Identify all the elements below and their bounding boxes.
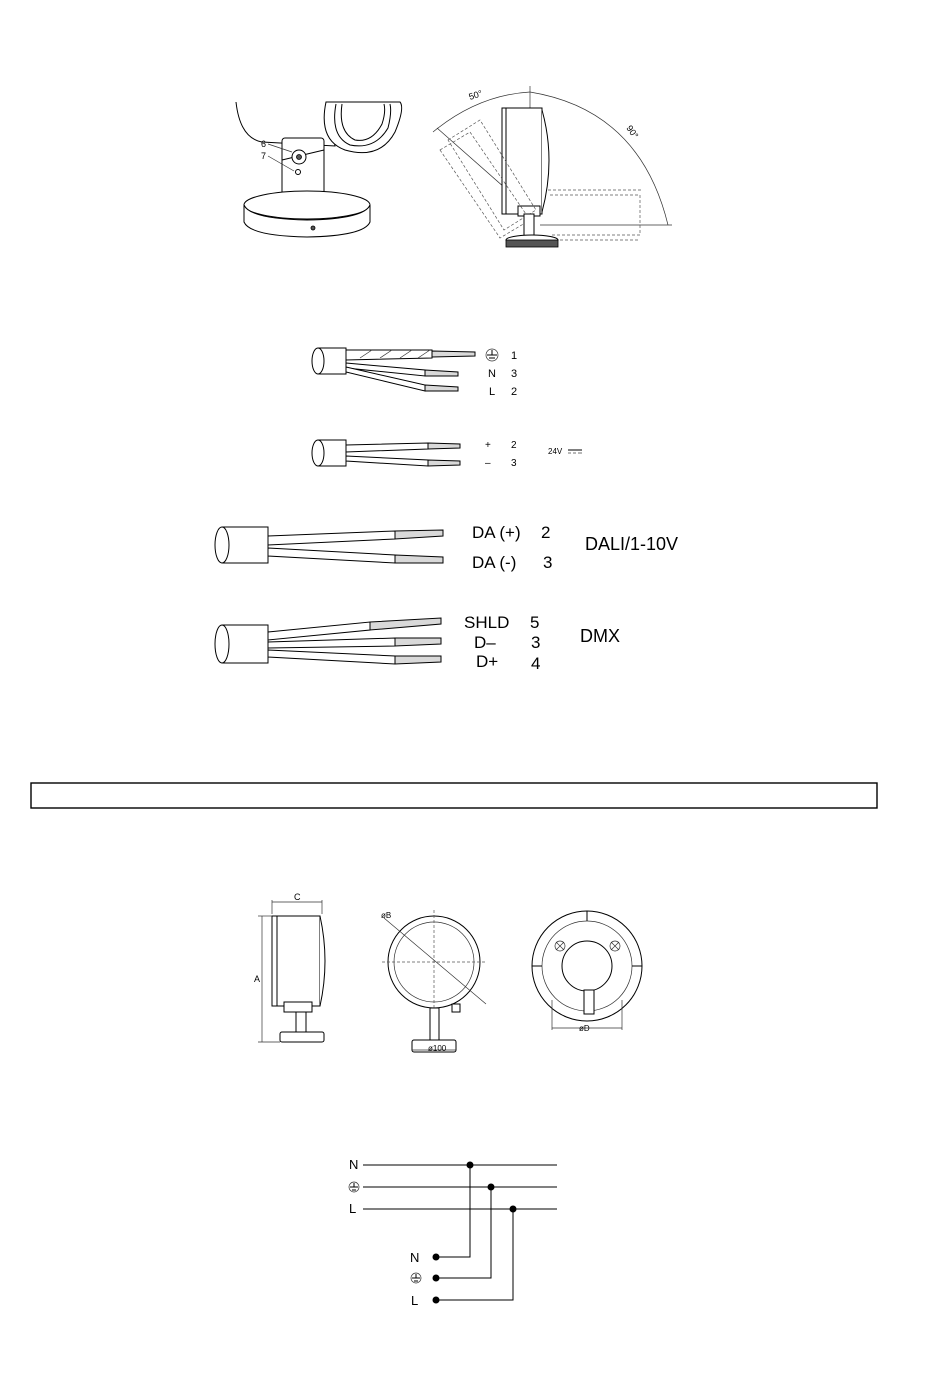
bus-label-n: N: [349, 1157, 359, 1172]
section-header-box: [31, 783, 877, 808]
dmx-type: DMX: [580, 626, 620, 646]
bus-label-l: L: [349, 1201, 357, 1216]
callout-6: 6: [261, 139, 267, 149]
dc-label-minus: –: [485, 458, 491, 469]
lamp-perspective-figure: [236, 102, 402, 237]
power-pin-2: 2: [511, 386, 518, 398]
dmx-label-dminus: D–: [474, 633, 496, 652]
dmx-label-dplus: D+: [476, 652, 499, 671]
power-pin-3: 3: [511, 368, 518, 380]
dali-pin-3: 3: [543, 553, 553, 572]
dmx-pin-4: 4: [531, 654, 541, 673]
ground-icon: [486, 349, 498, 361]
dc-voltage: 24V: [548, 447, 563, 456]
drop-wire-n: [437, 1165, 470, 1257]
angle-arc-right: [530, 92, 668, 225]
dc-symbol-icon: [568, 450, 582, 453]
power-label-l: L: [489, 386, 496, 398]
dimension-front-view: [381, 910, 486, 1053]
ground-icon: [349, 1182, 359, 1192]
device-label-n: N: [410, 1250, 420, 1265]
wiring-power: [312, 348, 517, 398]
angle-left-label: 50°: [467, 88, 484, 102]
wiring-dali: [215, 523, 678, 572]
lamp-upright: [502, 108, 542, 214]
base-top: [244, 191, 370, 219]
dim-a: A: [254, 974, 261, 984]
dali-pin-2: 2: [541, 523, 551, 542]
drop-wire-l: [437, 1209, 513, 1300]
wiring-24v: [312, 440, 582, 469]
ground-icon: [411, 1273, 421, 1283]
tilt-angle-figure: [433, 86, 672, 247]
dc-pin-3: 3: [511, 458, 517, 469]
drop-wire-earth: [437, 1187, 491, 1278]
dmx-pin-5: 5: [530, 613, 540, 632]
dim-c: C: [294, 892, 301, 902]
power-pin-1: 1: [511, 350, 518, 362]
dimension-mount-view: [532, 911, 642, 1033]
angle-right-label: 90°: [624, 123, 641, 141]
connection-schematic: [349, 1157, 557, 1308]
dim-diameter-b: øB: [381, 911, 392, 920]
dali-label-plus: DA (+): [472, 523, 521, 542]
dim-diameter-d: øD: [579, 1024, 590, 1033]
power-label-n: N: [488, 368, 496, 380]
dali-type: DALI/1-10V: [585, 534, 679, 554]
dimension-side-view: [254, 892, 325, 1042]
dim-base-100: ø100: [428, 1044, 447, 1053]
dc-pin-2: 2: [511, 440, 517, 451]
device-label-l: L: [411, 1293, 419, 1308]
dali-label-minus: DA (-): [472, 553, 517, 572]
dc-label-plus: +: [485, 440, 491, 451]
dmx-pin-3: 3: [531, 633, 541, 652]
dmx-label-shld: SHLD: [464, 613, 510, 632]
callout-7: 7: [261, 151, 267, 161]
wiring-dmx: [215, 613, 620, 673]
